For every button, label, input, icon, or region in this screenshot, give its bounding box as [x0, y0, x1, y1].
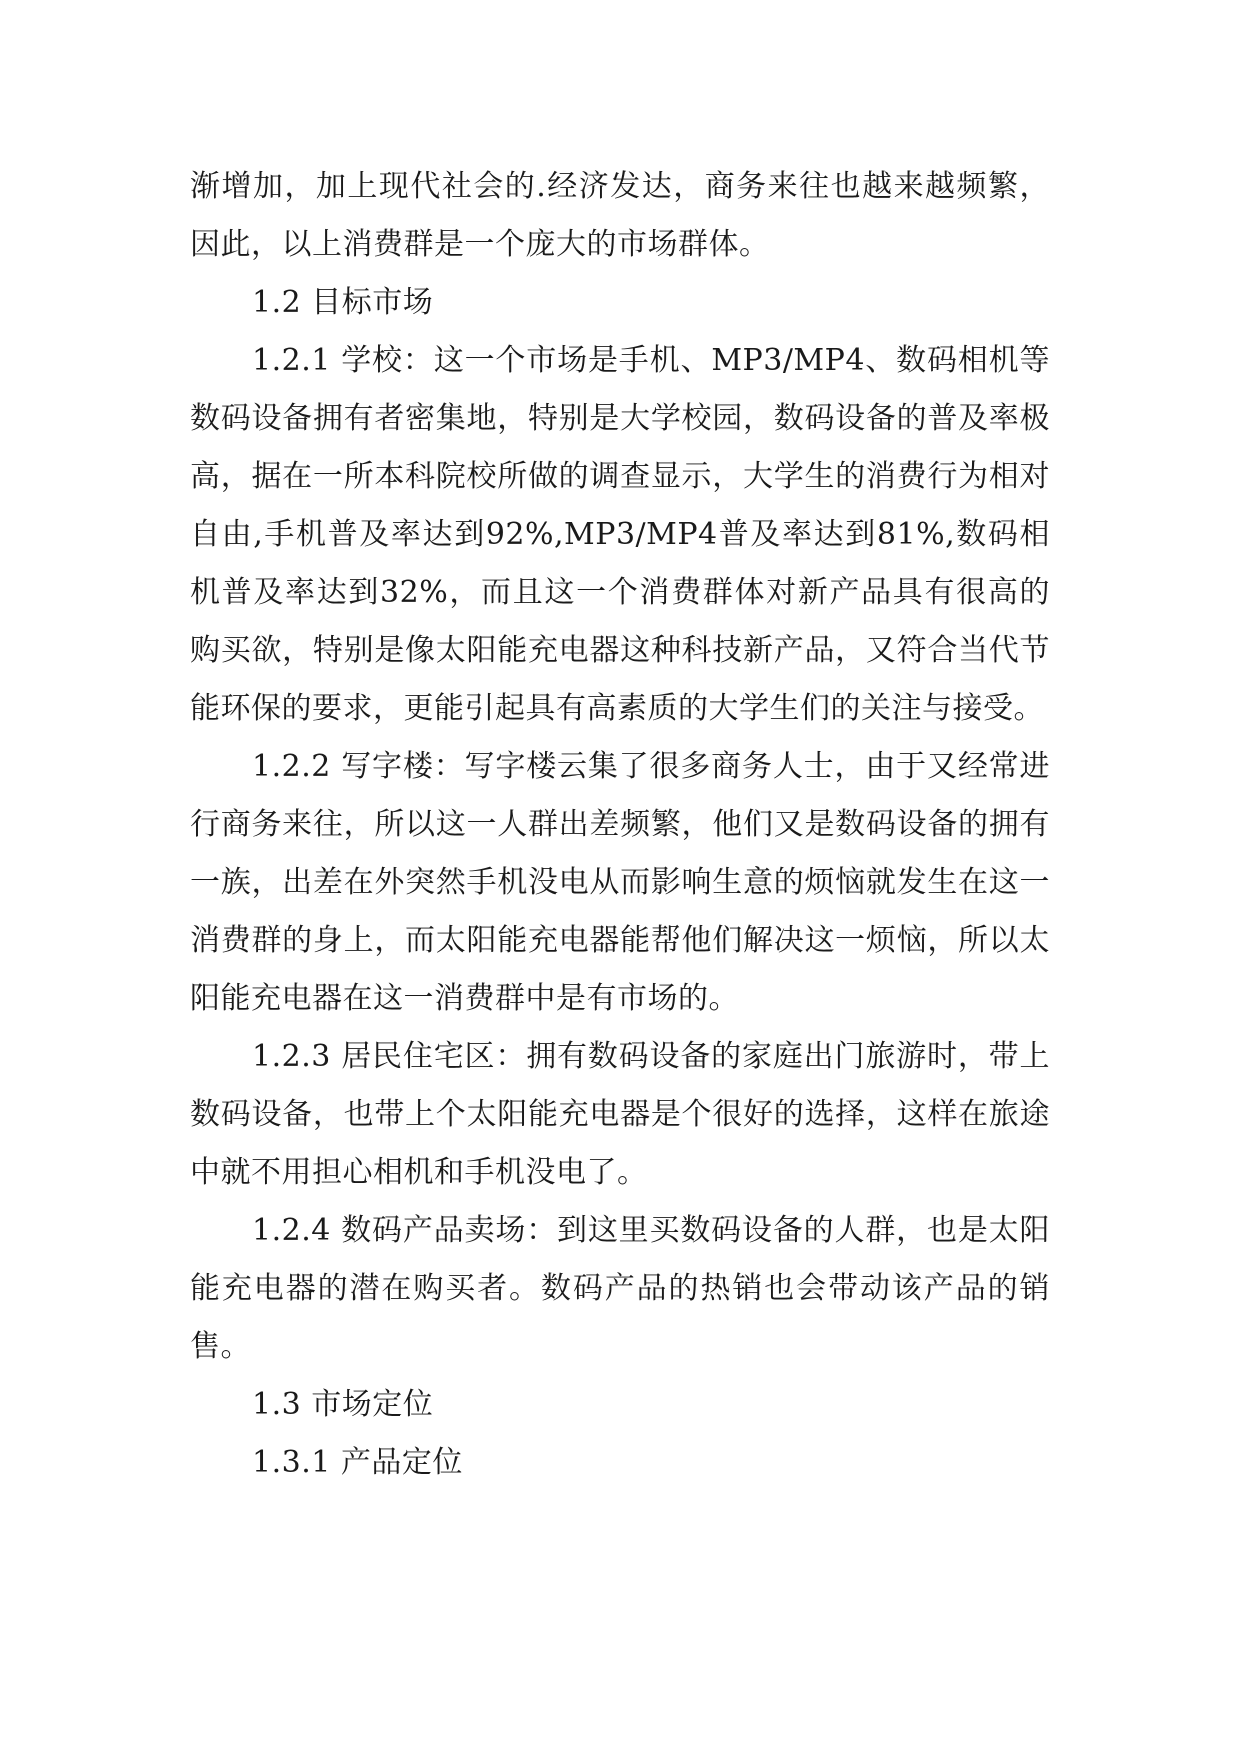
- body-paragraph-digital-stores: 1.2.4 数码产品卖场：到这里买数码设备的人群，也是太阳能充电器的潜在购买者。数码产品的热销也会带动该产品的销售。: [190, 1213, 1050, 1364]
- section-heading-1-2: 1.2 目标市场: [252, 285, 434, 320]
- body-paragraph-residential-areas: 1.2.3 居民住宅区：拥有数码设备的家庭出门旅游时，带上数码设备，也带上个太阳能充电器是个很好的选择，这样在旅途中就不用担心相机和手机没电了。: [190, 1039, 1050, 1190]
- section-heading-1-3: 1.3 市场定位: [252, 1387, 434, 1422]
- body-paragraph-office-buildings: 1.2.2 写字楼：写字楼云集了很多商务人士，由于又经常进行商务来往，所以这一人群出差频繁，他们又是数码设备的拥有一族，出差在外突然手机没电从而影响生意的烦恼就发生在这一消费群的身上，而太阳能充电器能帮他们解决这一烦恼，所以太阳能充电器在这一消费群中是有市场的。: [190, 749, 1050, 1016]
- document-body: [190, 158, 1050, 1492]
- body-paragraph: 渐增加，加上现代社会的.经济发达，商务来往也越来越频繁，因此，以上消费群是一个庞大的市场群体。: [190, 169, 1050, 262]
- section-heading-1-3-1: 1.3.1 产品定位: [252, 1445, 463, 1480]
- body-paragraph-schools: 1.2.1 学校：这一个市场是手机、MP3/MP4、数码相机等数码设备拥有者密集地，特别是大学校园，数码设备的普及率极高，据在一所本科院校所做的调查显示，大学生的消费行为相对自由,手机普及率达到92%,MP3/MP4普及率达到81%,数码相机普及率达到32%，而且这一个消费群体对新产品具有很高的购买欲，特别是像太阳能充电器这种科技新产品，又符合当代节能环保的要求，更能引起具有高素质的大学生们的关注与接受。: [190, 343, 1050, 726]
